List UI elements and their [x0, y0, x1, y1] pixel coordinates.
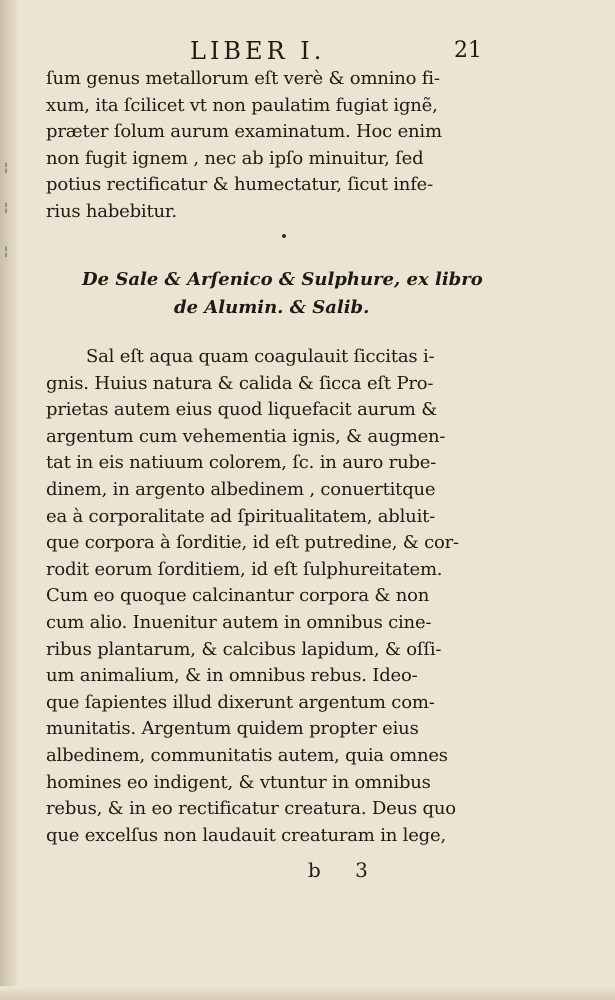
page-number: 21 — [454, 38, 482, 63]
text-line: um animalium, & in omnibus rebus. Ideo- — [46, 665, 418, 687]
text-line: cum alio. Inuenitur autem in omnibus cine- — [46, 611, 432, 633]
heading-line-1: De Sale & Arſenico & Sulphure, ex libro — [82, 269, 483, 290]
text-line: Sal eſt aqua quam coagulauit ſiccitas i- — [86, 346, 435, 367]
text-line: albedinem, communitatis autem, quia omnes — [46, 744, 448, 766]
margin-bleed-mark: ¦ — [4, 160, 9, 174]
text-line: dinem, in argento albedinem , conuertitque — [46, 478, 436, 500]
text-line: tat in eis natiuum colorem, ſc. in auro rube- — [46, 452, 437, 474]
text-line: que ſapientes illud dixerunt argentum com- — [46, 691, 435, 713]
text-line: gnis. Huius natura & calida & ſicca eſt Pro- — [46, 372, 434, 394]
paragraph-2 — [46, 344, 476, 849]
text-line: que corpora à ſorditie, id eſt putredine, & cor- — [46, 532, 459, 554]
section-heading — [0, 266, 615, 322]
text-line: ſum genus metallorum eſt verè & omnino fi- — [46, 68, 440, 89]
paragraph-1 — [46, 66, 476, 226]
bottom-edge-shadow — [0, 986, 615, 1000]
margin-bleed-mark: ¦ — [4, 244, 9, 258]
text-line: potius rectificatur & humectatur, ſicut infe- — [46, 174, 434, 196]
running-head — [0, 36, 615, 66]
margin-bleed-mark: ¦ — [4, 200, 9, 214]
text-line: prietas autem eius quod liquefacit aurum & — [46, 399, 438, 421]
text-line: rius habebitur. — [46, 200, 177, 222]
text-line: præter ſolum aurum examinatum. Hoc enim — [46, 121, 442, 143]
text-line: ea à corporalitate ad ſpiritualitatem, abluit- — [46, 505, 436, 527]
ink-speck — [282, 234, 286, 238]
signature-mark: b 3 — [308, 858, 382, 882]
running-title: LIBER I. — [190, 37, 326, 65]
text-line: rebus, & in eo rectificatur creatura. Deus quo — [46, 798, 456, 820]
text-line: Cum eo quoque calcinantur corpora & non — [46, 585, 430, 607]
text-line: homines eo indigent, & vtuntur in omnibus — [46, 771, 431, 793]
text-line: xum, ita ſcilicet vt non paulatim fugiat ignẽ, — [46, 94, 438, 116]
gutter-shadow — [0, 0, 18, 1000]
heading-line-2: de Alumin. & Salib. — [174, 297, 370, 318]
text-line: argentum cum vehementia ignis, & augmen- — [46, 425, 446, 447]
text-line: rodit eorum ſorditiem, id eſt ſulphureitatem. — [46, 558, 443, 580]
text-line: non fugit ignem , nec ab ipſo minuitur, ſed — [46, 147, 424, 169]
text-line: munitatis. Argentum quidem propter eius — [46, 718, 419, 740]
text-line: que excelſus non laudauit creaturam in lege, — [46, 824, 446, 846]
text-line: ribus plantarum, & calcibus lapidum, & oſſi- — [46, 638, 442, 660]
